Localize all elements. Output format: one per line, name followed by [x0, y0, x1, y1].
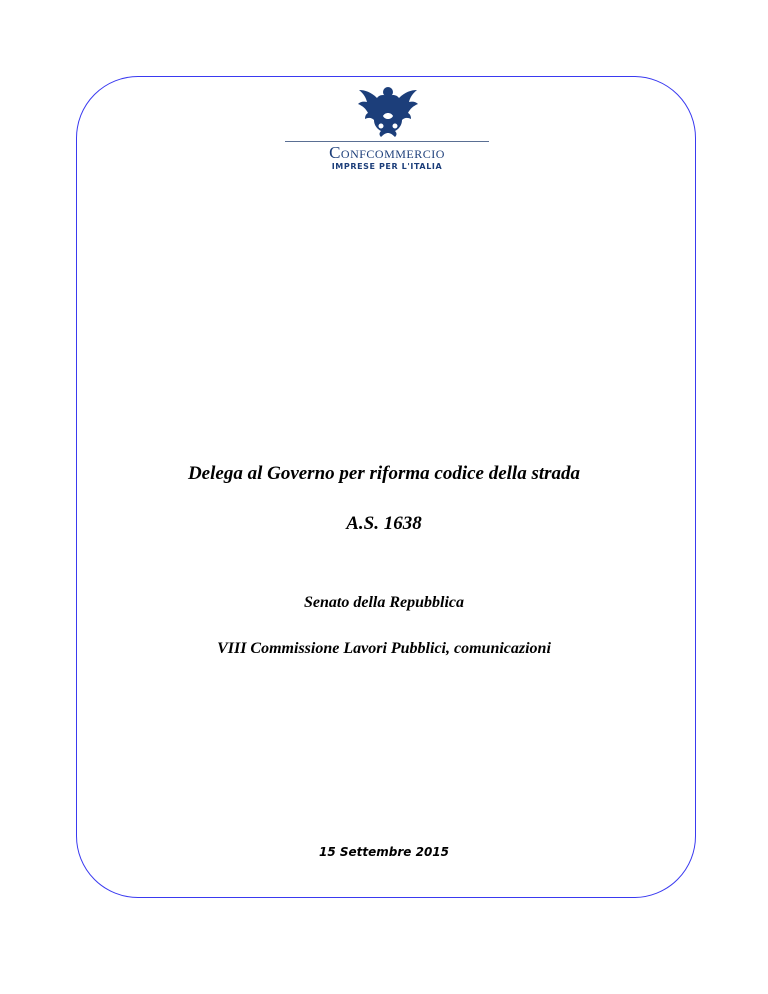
rounded-border-frame — [76, 76, 696, 898]
logo-divider — [285, 141, 489, 142]
eagle-icon — [357, 86, 419, 138]
bill-number: A.S. 1638 — [346, 513, 422, 534]
logo-wordmark: Confcommercio — [329, 143, 445, 162]
confcommercio-logo — [283, 86, 491, 178]
institution-name: Senato della Repubblica — [304, 594, 464, 611]
document-title: Delega al Governo per riforma codice della strada — [187, 463, 581, 484]
commission-name: VIII Commissione Lavori Pubblici, comunicazioni — [217, 640, 551, 657]
document-date: 15 Settembre 2015 — [319, 845, 449, 859]
logo-tagline: IMPRESE PER L'ITALIA — [331, 162, 443, 171]
